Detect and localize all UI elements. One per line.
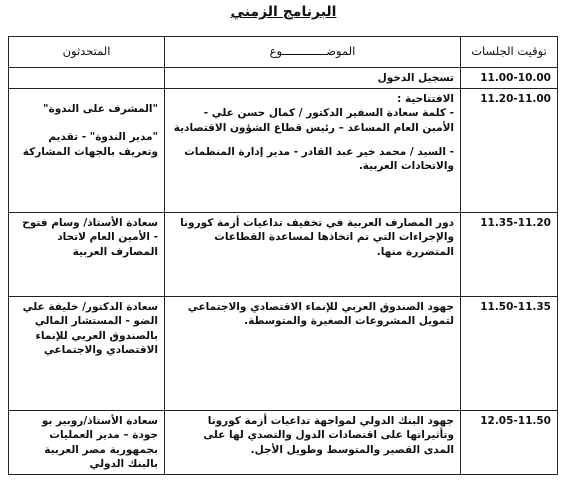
table-row	[9, 89, 558, 213]
table-row	[9, 213, 558, 297]
session-speakers: سعادة الدكتور/ خليفة علي الضو - المستشار المالي بالصندوق العربي للإنماء الاقتصادي والاجتماعي	[9, 297, 165, 411]
table-header-row	[9, 37, 558, 68]
session-speakers: سعادة الأستاذ/ وسام فتوح - الأمين العام لاتحاد المصارف العربية	[9, 213, 165, 297]
topic-line: الافتتاحية :	[397, 93, 454, 106]
session-speakers	[9, 89, 165, 213]
session-topic: تسجيل الدخول	[165, 68, 461, 89]
session-topic: جهود الصندوق العربي للإنماء الاقتصادي والاجتماعي لتمويل المشروعات الصغيرة والمتوسطة.	[165, 297, 461, 411]
session-topic: دور المصارف العربية في تخفيف تداعيات أزمة كورونا والإجراءات التي تم اتخاذها لمساعدة القطاعات المتضررة منها.	[165, 213, 461, 297]
topic-line: - السيد / محمد خير عبد القادر - مدير إدارة المنظمات والاتحادات العربية.	[184, 145, 454, 172]
session-time: 11.20-11.00	[461, 89, 558, 213]
session-time: 11.35-11.20	[461, 213, 558, 297]
session-time: 11.50-11.35	[461, 297, 558, 411]
schedule-table	[8, 36, 558, 475]
session-speakers	[9, 68, 165, 89]
session-topic	[165, 89, 461, 213]
table-row	[9, 68, 558, 89]
session-time: 11.00-10.00	[461, 68, 558, 89]
session-speakers: سعادة الأستاذ/روبير بو جودة – مدير العمليات بجمهورية مصر العربية بالبنك الدولي	[9, 411, 165, 475]
speaker-line: "مدير الندوة" - تقديم وتعريف بالجهات المشاركة	[22, 131, 158, 158]
speaker-line: "المشرف على الندوة"	[43, 103, 158, 116]
topic-line: - كلمة سعادة السفير الدكتور / كمال حسن علي - الأمين العام المساعد – رئيس قطاع الشؤون الاقتصادية	[173, 107, 454, 134]
page-title: البرنامج الزمني	[230, 4, 337, 20]
table-row	[9, 411, 558, 475]
table-row	[9, 297, 558, 411]
header-speakers: المتحدثون	[9, 37, 165, 68]
header-time: توقيت الجلسات	[461, 37, 558, 68]
session-topic: جهود البنك الدولي لمواجهة تداعيات أزمة كورونا وتأثيراتها على اقتصادات الدول والتصدي لها على المدى القصير والمتوسط وطويل الأجل.	[165, 411, 461, 475]
header-topic: الموضـــــــــــــوع	[165, 37, 461, 68]
session-time: 12.05-11.50	[461, 411, 558, 475]
